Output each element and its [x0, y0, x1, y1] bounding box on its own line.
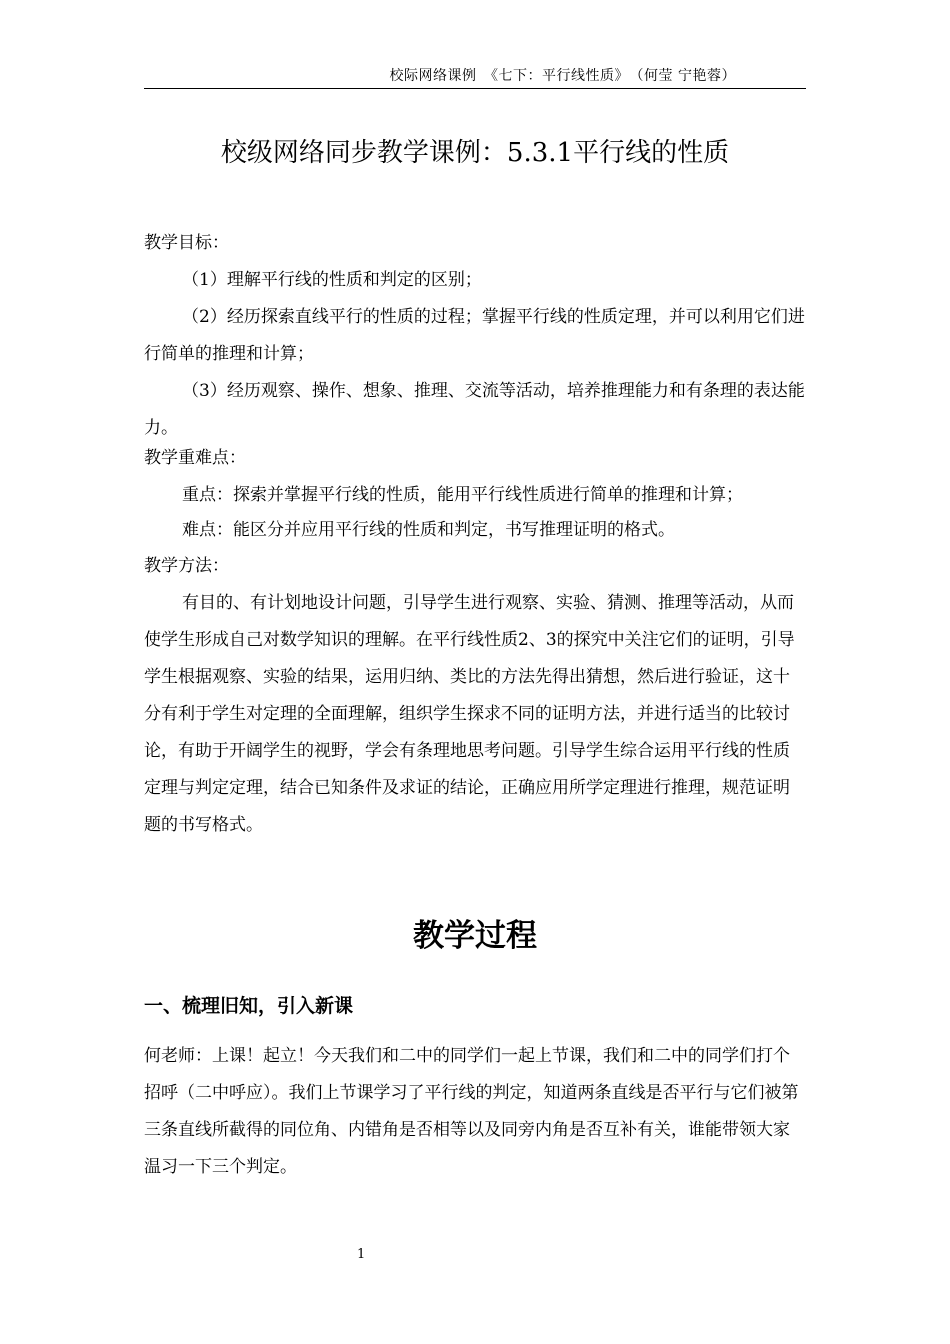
objective-item-1: （1）理解平行线的性质和判定的区别；: [182, 270, 482, 290]
running-header: 校际网络课例 《七下：平行线性质》 （何莹 宁艳蓉）: [389, 68, 736, 84]
header-rule: [144, 88, 806, 89]
objective-item-3: （3）经历观察、操作、想象、推理、交流等活动，培养推理能力和有条理的表达能力。: [144, 381, 805, 438]
process-title: 教学过程: [413, 918, 537, 954]
method-paragraph: 有目的、有计划地设计问题，引导学生进行观察、实验、猜测、推理等活动，从而使学生形成自己对数学知识的理解。在平行线性质2、3的探究中关注它们的证明，引导学生根据观察、实验的结果，运用归纳、类比的方法先得出猜想，然后进行验证，这十分有利于学生对定理的全面理解，组织学生探求不同的证明方法，并进行适当的比较讨论，有助于开阔学生的视野，学会有条理地思考问题。引导学生综合运用平行线的性质定理与判定定理，结合已知条件及求证的结论，正确应用所学定理进行推理，规范证明题的书写格式。: [144, 593, 795, 835]
objectives-label: 教学目标：: [144, 233, 229, 253]
page-number: 1: [357, 1247, 366, 1262]
section-paragraph: 何老师：上课！起立！今天我们和二中的同学们一起上节课，我们和二中的同学们打个招呼（二中呼应）。我们上节课学习了平行线的判定，知道两条直线是否平行与它们被第三条直线所截得的同位角、内错角是否相等以及同旁内角是否互补有关，谁能带领大家温习一下三个判定。: [144, 1046, 799, 1177]
key-point-difficulty: 难点：能区分并应用平行线的性质和判定，书写推理证明的格式。: [182, 520, 675, 540]
section-heading: 一、梳理旧知，引入新课: [144, 995, 354, 1017]
objective-item-2: （2）经历探索直线平行的性质的过程；掌握平行线的性质定理，并可以利用它们进行简单的推理和计算；: [144, 307, 805, 364]
method-label: 教学方法：: [144, 556, 229, 576]
key-points-label: 教学重难点：: [144, 448, 246, 468]
document-title: 校级网络同步教学课例：5.3.1平行线的性质: [220, 138, 730, 168]
key-point-focus: 重点：探索并掌握平行线的性质，能用平行线性质进行简单的推理和计算；: [182, 485, 743, 505]
